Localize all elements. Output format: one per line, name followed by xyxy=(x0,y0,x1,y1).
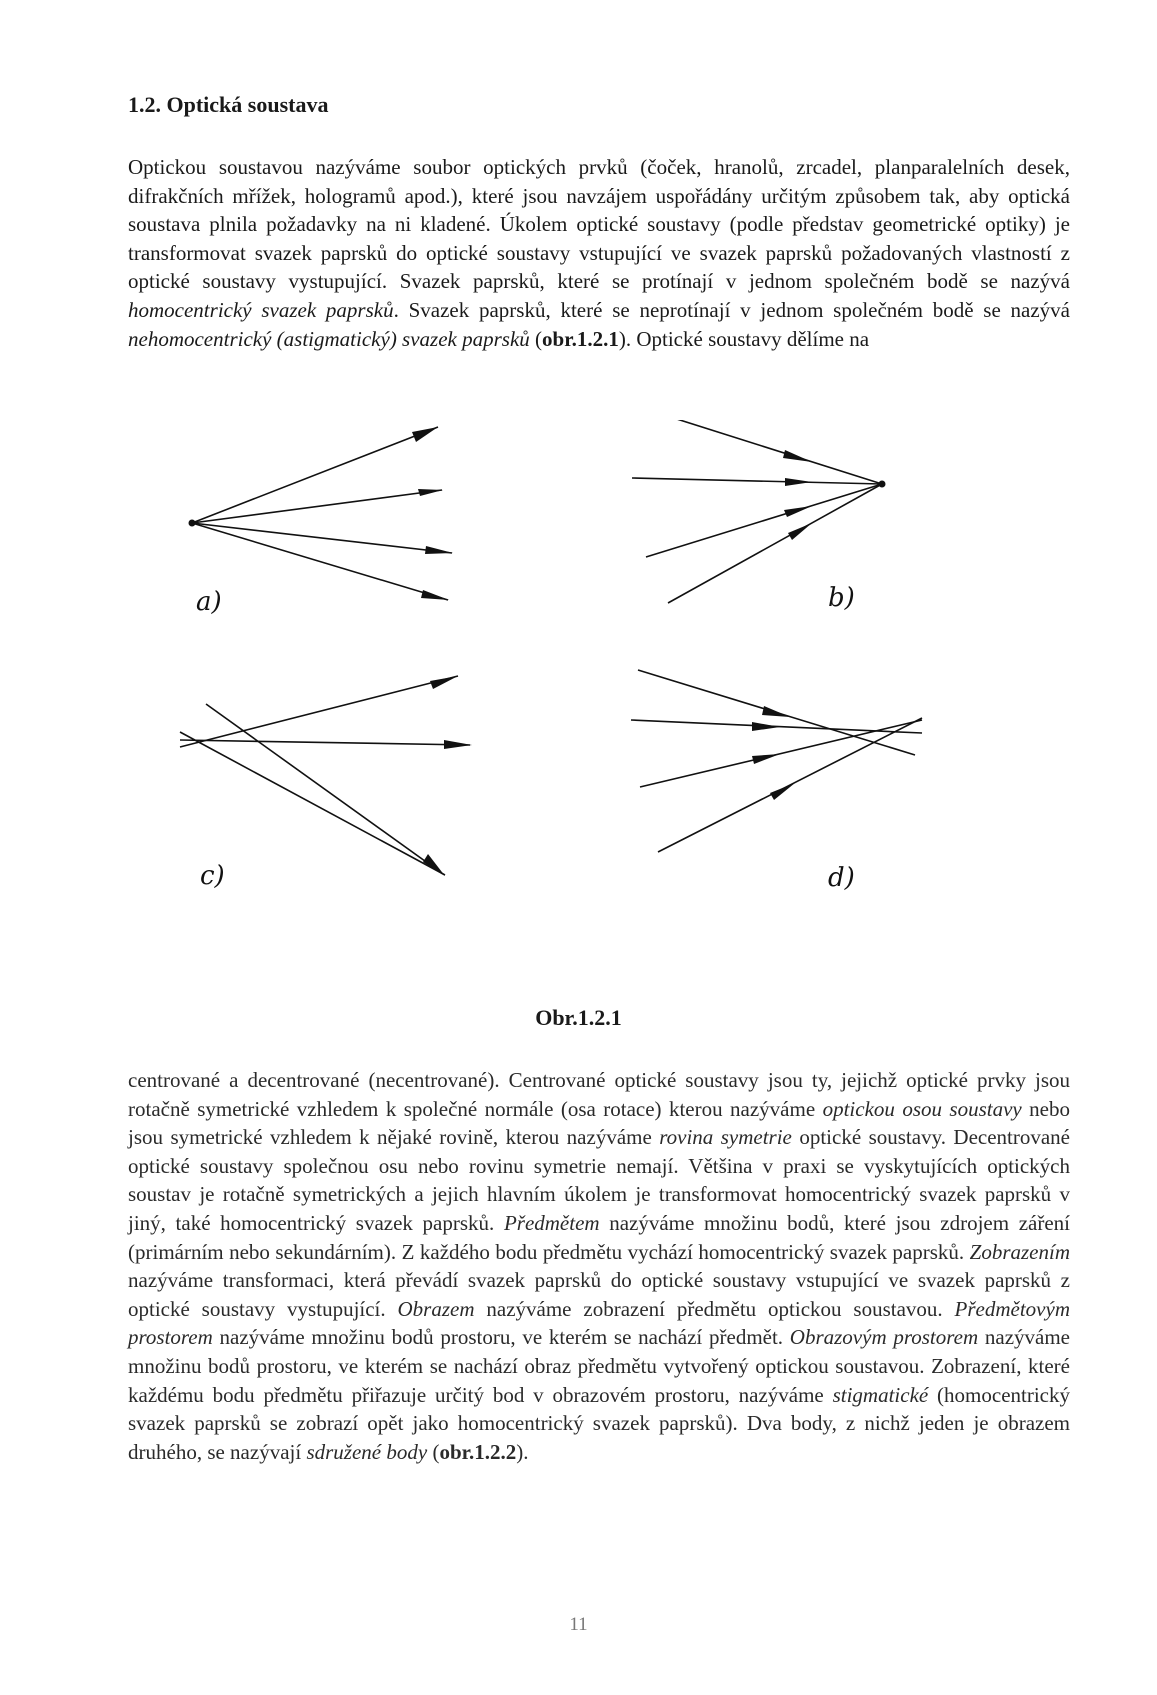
text-run: nazýváme transformaci, která převádí svazek paprsků do optické soustavy vstupující ve svazek paprsků z optické soustavy vystupující. xyxy=(128,1268,1070,1321)
arrowhead xyxy=(783,450,812,462)
term-image: Obrazem xyxy=(397,1296,475,1321)
panel-label-d: d) xyxy=(828,863,855,893)
ray xyxy=(640,720,922,787)
term-optical-axis: optickou osou soustavy xyxy=(822,1096,1022,1121)
arrowhead xyxy=(421,590,449,600)
panel-c-nonhomocentric-diverging xyxy=(180,676,472,876)
section-heading: 1.2. Optická soustava xyxy=(128,92,329,117)
term-nonhomocentric-bundle: nehomocentrický (astigmatický) svazek paprsků xyxy=(128,326,530,351)
term-object: Předmětem xyxy=(503,1210,600,1235)
panel-b-converging-bundle xyxy=(632,420,886,603)
text-run: Optickou soustavou nazýváme soubor optických prvků (čoček, hranolů, zrcadel, planparalelních desek, difrakčních mřížek, hologramů apod.), které jsou navzájem uspořádány určitým způsobem tak, aby optická soustava plnila požadavky na ni kladené. Úkolem optické soustavy (podle představ geometrické optiky) je transformovat svazek paprsků do optické soustavy vstupující ve svazek paprsků požadovaných vlastností z optické soustavy vystupující. Svazek paprsků, které se protínají v jednom společném bodě se nazývá xyxy=(128,155,1070,294)
paragraph-intro xyxy=(128,153,1070,353)
arrowhead xyxy=(788,523,812,540)
text-run: ( xyxy=(529,326,543,351)
arrowhead xyxy=(784,506,812,517)
panel-label-a: a) xyxy=(196,587,222,617)
text-run: centrované a decentrované (necentrované). Centrované optické soustavy jsou ty, jejichž optické prvky jsou rotačně symetrické vzhledem k společné normále (osa rotace) kterou nazýváme xyxy=(128,1068,1070,1121)
ray-bundles-diagram xyxy=(140,420,1070,980)
text-run: ). xyxy=(516,1439,529,1464)
arrowhead xyxy=(752,722,780,731)
text-run: (homocentrický svazek paprsků se zobrazí opět jako homocentrický svazek paprsků). Dva body, z nichž jeden je obrazem druhého, se nazývají xyxy=(128,1382,1070,1464)
ray xyxy=(646,484,882,557)
figure-caption: Obr.1.2.1 xyxy=(535,1005,622,1030)
ray xyxy=(180,740,470,745)
term-stigmatic: stigmatické xyxy=(832,1382,929,1407)
text-run: nebo jsou symetrické vzhledem k nějaké rovině, kterou nazýváme xyxy=(128,1096,1070,1150)
term-image-space: Obrazovým prostorem xyxy=(789,1325,979,1350)
paragraph-centered-systems xyxy=(128,1066,1070,1466)
text-run: ). Optické soustavy dělíme na xyxy=(618,326,870,351)
term-imaging: Zobrazením xyxy=(969,1239,1070,1264)
term-object-space: Předmětovým prostorem xyxy=(128,1296,1070,1350)
text-run: nazýváme množinu bodů prostoru, ve kterém se nachází obraz předmětu vytvořený optickou soustavou. Zobrazení, které každému bodu předmětu přiřazuje určitý bod v obrazovém prostoru, nazýváme xyxy=(128,1325,1070,1407)
figure-reference: obr.1.2.2 xyxy=(439,1439,517,1464)
arrowhead xyxy=(785,478,812,486)
ray xyxy=(192,523,448,600)
ray xyxy=(206,704,443,874)
text-run: nazýváme množinu bodů, které jsou zdrojem záření (primárním nebo sekundárním). Z každého bodu předmětu vychází homocentrický svazek paprsků. xyxy=(128,1210,1070,1264)
text-run: ( xyxy=(427,1439,440,1464)
ray xyxy=(180,732,445,875)
panel-d-nonhomocentric-converging xyxy=(631,670,922,852)
arrowhead xyxy=(444,740,472,749)
term-symmetry-plane: rovina symetrie xyxy=(659,1125,792,1150)
arrowhead xyxy=(752,754,780,764)
arrowhead xyxy=(762,706,790,717)
arrowhead xyxy=(412,427,438,442)
arrowhead xyxy=(430,676,458,689)
panel-label-b: b) xyxy=(828,583,855,613)
ray xyxy=(642,420,882,484)
term-homocentric-bundle: homocentrický svazek paprsků xyxy=(128,297,394,322)
term-conjugate-points: sdružené body xyxy=(306,1439,428,1464)
text-run: nazýváme množinu bodů prostoru, ve kterém se nachází předmět. xyxy=(212,1325,790,1350)
ray xyxy=(192,427,438,523)
panel-label-c: c) xyxy=(200,861,225,891)
page-number: 11 xyxy=(569,1614,588,1635)
arrowhead xyxy=(425,546,453,554)
arrowhead xyxy=(770,783,795,800)
text-run: optické soustavy. Decentrované optické soustavy společnou osu nebo rovinu symetrie nemají. Většina v praxi se vyskytujících optických soustav je rotačně symetrických a jejich hlavním úkolem je transformovat homocentrický svazek paprsků v jiný, také homocentrický svazek paprsků. xyxy=(128,1125,1071,1235)
ray xyxy=(192,490,442,523)
arrowhead xyxy=(418,489,443,496)
text-run: nazýváme zobrazení předmětu optickou soustavou. xyxy=(474,1296,955,1321)
ray xyxy=(632,478,882,484)
text-run: . Svazek paprsků, které se neprotínají v jednom společném bodě se nazývá xyxy=(393,297,1070,322)
panel-a-diverging-bundle xyxy=(189,427,454,600)
ray xyxy=(180,676,458,747)
ray xyxy=(192,523,452,553)
figure-ray-bundles xyxy=(140,420,1070,980)
figure-reference: obr.1.2.1 xyxy=(542,326,619,351)
